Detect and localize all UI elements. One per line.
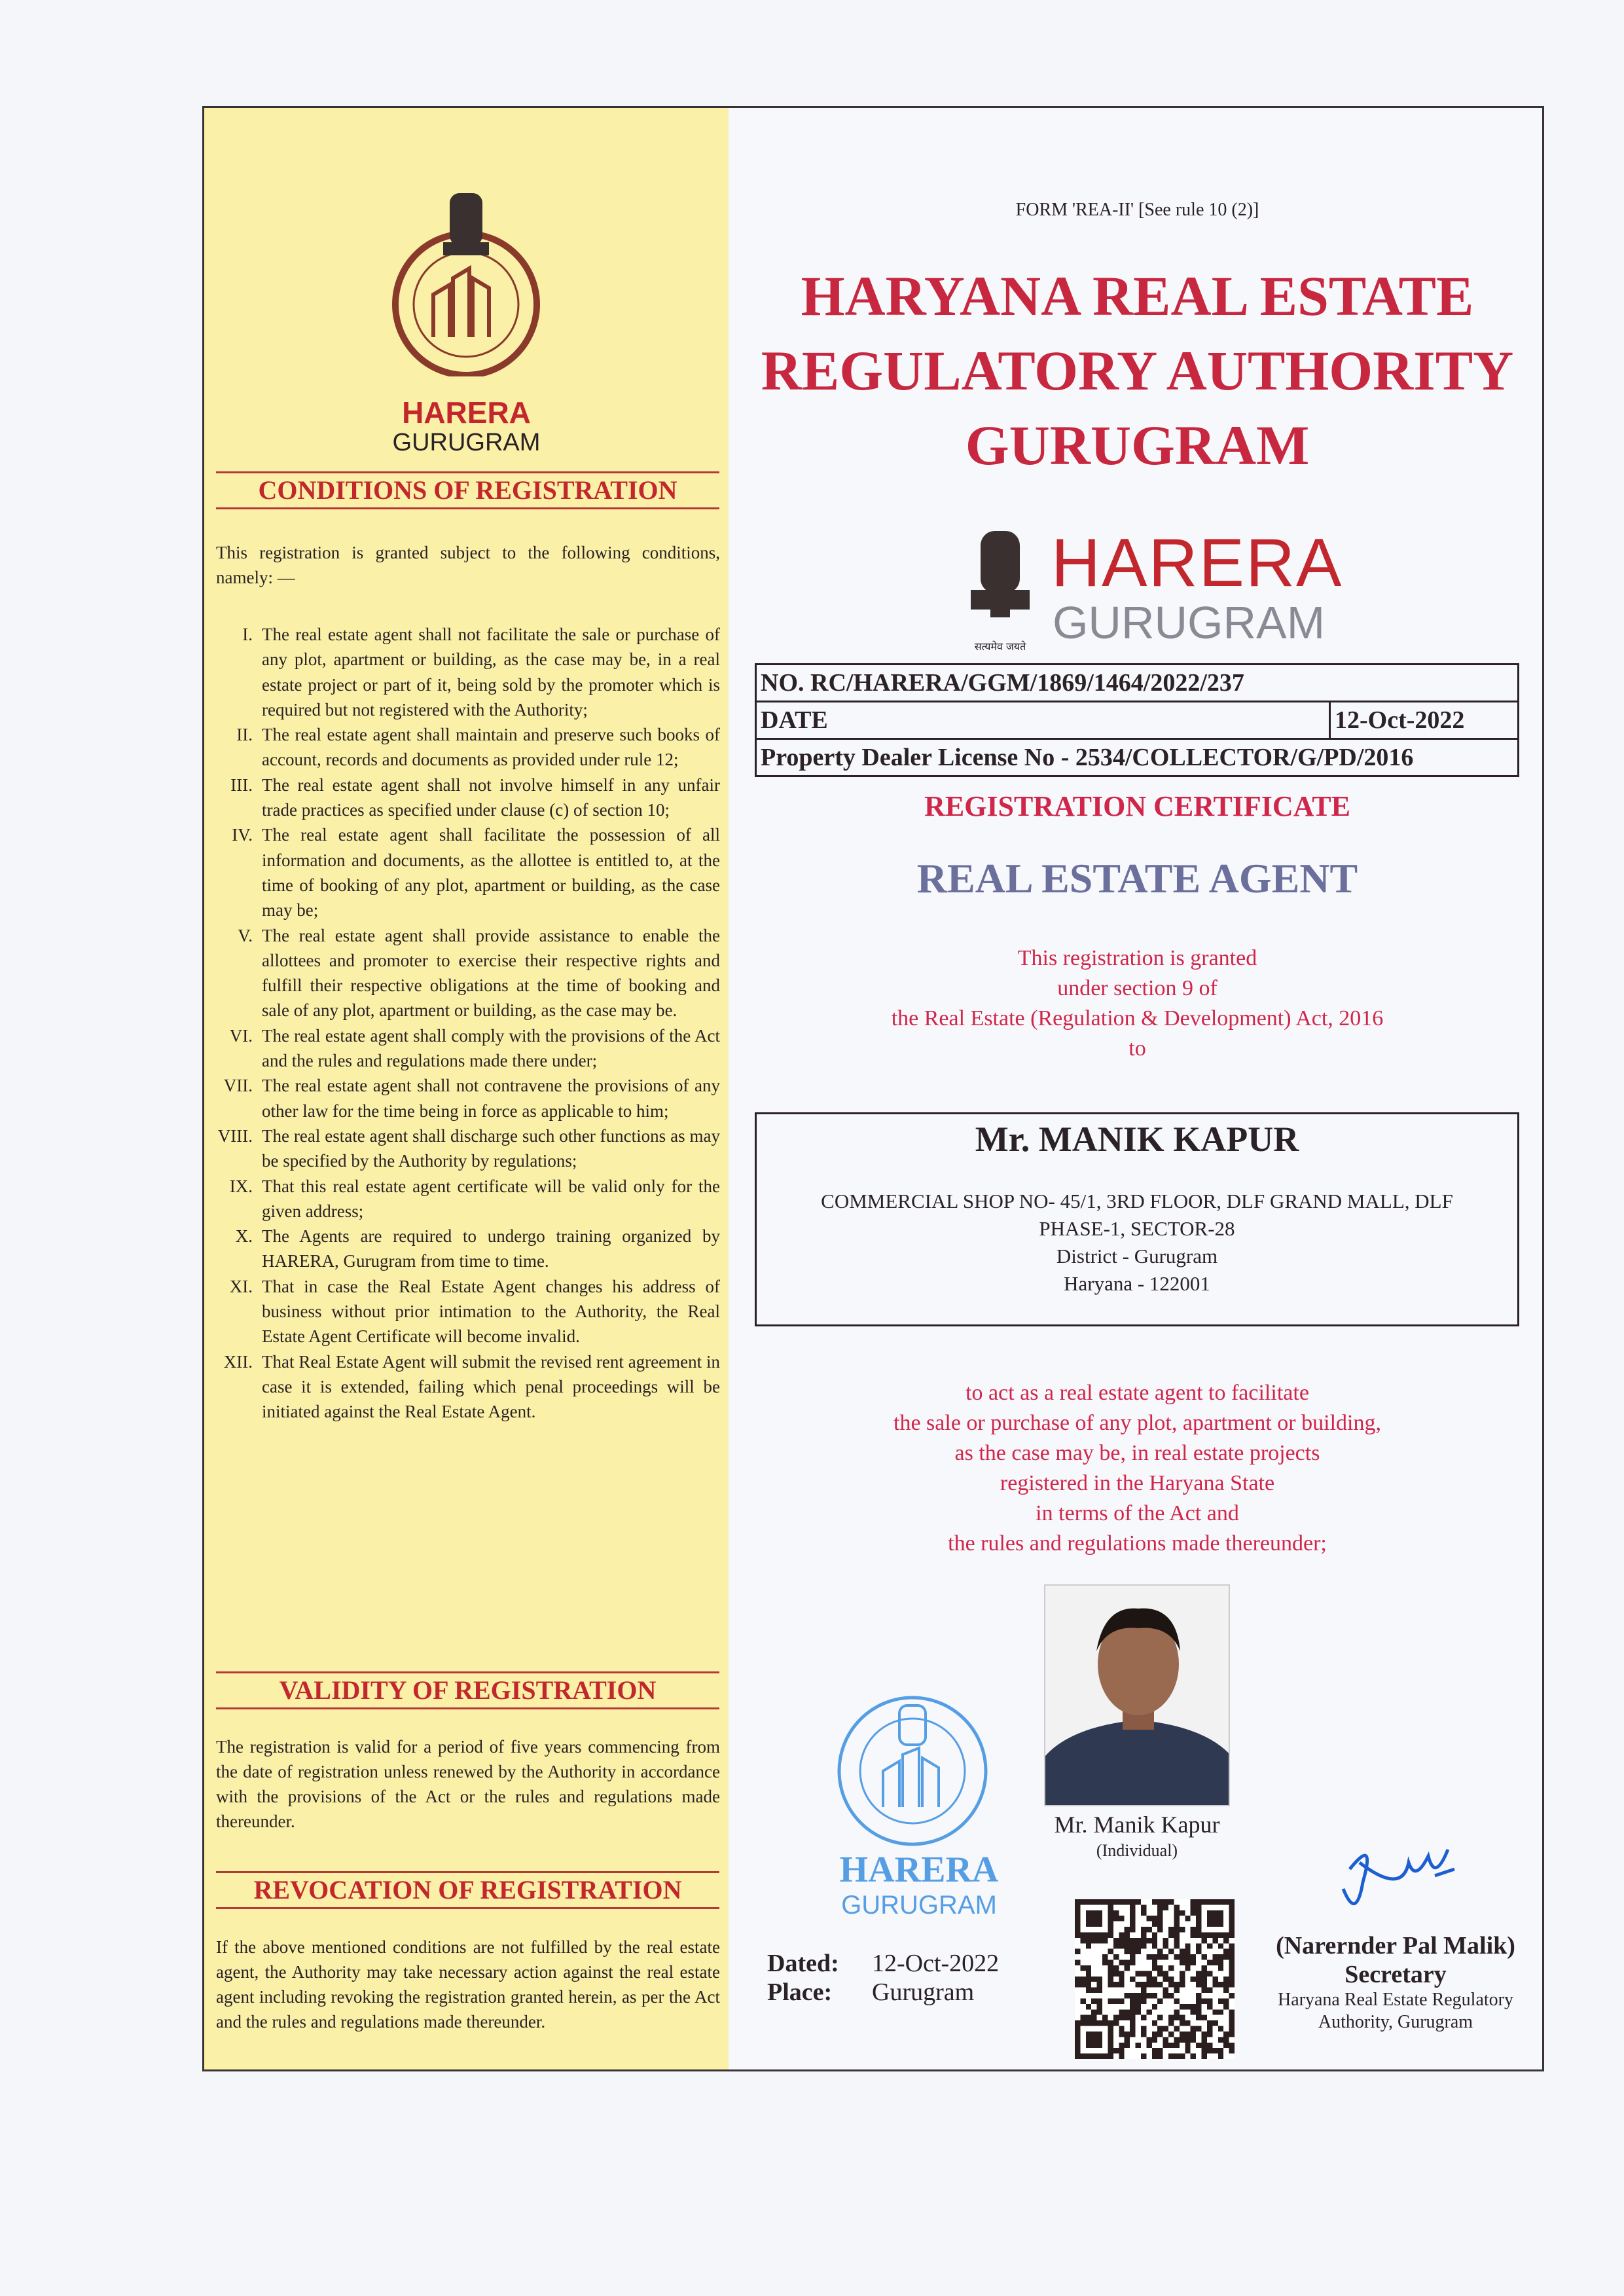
condition-text: The real estate agent shall maintain and preserve such books of account, records and documents as provided under rule 12; xyxy=(262,725,720,770)
condition-number: IX. xyxy=(229,1176,253,1196)
address-line: PHASE-1, SECTOR-28 xyxy=(1039,1217,1235,1240)
dated-value: 12-Oct-2022 xyxy=(872,1950,1000,1977)
signatory-name: (Narernder Pal Malik) xyxy=(1276,1932,1515,1959)
granted-statement xyxy=(729,943,1546,1064)
title-line: REGULATORY AUTHORITY xyxy=(761,339,1514,402)
certificate-type: REAL ESTATE AGENT xyxy=(916,855,1358,902)
condition-number: II. xyxy=(236,725,253,745)
condition-text: That Real Estate Agent will submit the revised rent agreement in case it is extended, failing which penal proceedings will be initiated against the Real Estate Agent. xyxy=(262,1351,720,1422)
agent-details-box xyxy=(755,1112,1519,1326)
signatory-org: Authority, Gurugram xyxy=(1318,2012,1473,2032)
logo-sub: GURUGRAM xyxy=(392,429,541,456)
photo-name: Mr. Manik Kapur xyxy=(1054,1812,1220,1838)
emblem-motto: सत्यमेव जयते xyxy=(974,640,1026,653)
condition-number: XI. xyxy=(229,1276,253,1296)
condition-text: The Agents are required to undergo training organized by HARERA, Gurugram from time to time. xyxy=(262,1226,720,1271)
conditions-panel xyxy=(204,108,729,2069)
address-line: District - Gurugram xyxy=(1056,1245,1218,1267)
condition-item xyxy=(204,722,720,773)
dealer-license: Property Dealer License No - 2534/COLLECTOR/G/PD/2016 xyxy=(756,739,1519,776)
condition-item xyxy=(204,773,720,823)
title-line: GURUGRAM xyxy=(965,414,1310,477)
harera-logo-text xyxy=(1051,525,1343,648)
granted-line: the Real Estate (Regulation & Development) Act, 2016 xyxy=(891,1006,1384,1030)
seal-sub: GURUGRAM xyxy=(841,1891,997,1920)
purpose-line: registered in the Haryana State xyxy=(1000,1471,1275,1495)
condition-number: I. xyxy=(242,625,253,644)
photo-caption xyxy=(1009,1810,1265,1863)
validity-heading: VALIDITY OF REGISTRATION xyxy=(216,1671,719,1709)
condition-number: X. xyxy=(235,1226,253,1247)
condition-text: The real estate agent shall not facilitate the sale or purchase of any plot, apartment or building, as the case may be, in a real estate project or part of it, being sold by the promoter which is required but not registered with the Authority; xyxy=(262,625,720,720)
place-label: Place: xyxy=(767,1978,833,2006)
left-logo-text xyxy=(204,396,729,456)
condition-text: The real estate agent shall comply with the provisions of the Act and the rules and regulations made there under; xyxy=(262,1025,720,1071)
condition-number: III. xyxy=(230,774,253,795)
condition-number: VII. xyxy=(223,1076,253,1096)
national-emblem-icon xyxy=(954,524,1046,655)
signature xyxy=(1324,1823,1494,1928)
condition-text: The real estate agent shall facilitate the possession of all information and documents, as the allottee is entitled to, at the time of booking of any plot, apartment or building, as the case may be; xyxy=(262,825,720,920)
condition-item xyxy=(204,622,720,722)
conditions-intro: This registration is granted subject to the following conditions, namely: — xyxy=(216,543,720,587)
harera-emblem-logo xyxy=(371,180,561,376)
purpose-line: to act as a real estate agent to facilitate xyxy=(965,1381,1309,1405)
revocation-heading: REVOCATION OF REGISTRATION xyxy=(216,1871,719,1909)
condition-number: V. xyxy=(238,925,253,945)
certificate-title: REGISTRATION CERTIFICATE xyxy=(924,790,1350,822)
registration-number: NO. RC/HARERA/GGM/1869/1464/2022/237 xyxy=(756,665,1519,702)
agent-address xyxy=(757,1188,1517,1298)
agent-name: Mr. MANIK KAPUR xyxy=(975,1120,1299,1159)
condition-number: VI. xyxy=(229,1025,253,1046)
logo-brand: HARERA xyxy=(1051,525,1343,601)
condition-number: VIII. xyxy=(217,1125,253,1146)
dated-label: Dated: xyxy=(767,1950,839,1977)
authority-title xyxy=(729,259,1546,483)
condition-text: The real estate agent shall provide assistance to enable the allottees and promoter to exercise their respective rights and fulfill their respective obligations at the time of booking and sale of any plot, apartment or building, as the case may be. xyxy=(262,925,720,1021)
condition-item xyxy=(204,1123,720,1174)
form-reference: FORM 'REA-II' [See rule 10 (2)] xyxy=(1015,200,1259,220)
condition-item xyxy=(204,1349,720,1425)
condition-number: XII. xyxy=(223,1351,253,1372)
purpose-line: the rules and regulations made thereunder; xyxy=(948,1531,1327,1556)
condition-item xyxy=(204,923,720,1023)
condition-text: That in case the Real Estate Agent changes his address of business without prior intimation to the Authority, the Real Estate Agent Certificate will become invalid. xyxy=(262,1276,720,1347)
date-value: 12-Oct-2022 xyxy=(1330,702,1519,739)
purpose-line: as the case may be, in real estate projects xyxy=(954,1441,1320,1465)
authority-seal-stamp xyxy=(837,1692,1001,1935)
conditions-list xyxy=(204,622,720,1425)
signatory-title: Secretary xyxy=(1344,1961,1447,1988)
conditions-heading: CONDITIONS OF REGISTRATION xyxy=(216,471,719,509)
condition-text: That this real estate agent certificate will be valid only for the given address; xyxy=(262,1176,720,1221)
condition-item xyxy=(204,1274,720,1349)
purpose-line: in terms of the Act and xyxy=(1036,1501,1239,1525)
dated-place xyxy=(767,1949,999,2007)
purpose-line: the sale or purchase of any plot, apartment or building, xyxy=(893,1411,1381,1435)
condition-text: The real estate agent shall discharge such other functions as may be specified by the Authority by regulations; xyxy=(262,1125,720,1171)
qr-code[interactable] xyxy=(1075,1899,1235,2059)
photo-type: (Individual) xyxy=(1096,1841,1178,1860)
granted-line: This registration is granted xyxy=(1017,946,1257,970)
purpose-statement xyxy=(729,1378,1546,1559)
granted-line: under section 9 of xyxy=(1057,976,1218,1000)
condition-item xyxy=(204,822,720,922)
signatory-org: Haryana Real Estate Regulatory xyxy=(1278,1990,1513,2010)
registration-details-table xyxy=(755,663,1519,777)
logo-brand: HARERA xyxy=(402,395,531,429)
condition-item xyxy=(204,1023,720,1074)
condition-item xyxy=(204,1073,720,1123)
seal-brand: HARERA xyxy=(839,1850,999,1890)
title-line: HARYANA REAL ESTATE xyxy=(801,264,1474,327)
granted-line: to xyxy=(1128,1036,1146,1061)
logo-sub: GURUGRAM xyxy=(1052,597,1326,648)
condition-item xyxy=(204,1224,720,1274)
signatory-block xyxy=(1252,1931,1540,2033)
validity-text: The registration is valid for a period of five years commencing from the date of registration unless renewed by the Authority in accordance with the provisions of the Act or the rules and regulations made thereunder. xyxy=(216,1737,720,1831)
condition-number: IV. xyxy=(232,825,253,845)
agent-photo xyxy=(1044,1584,1230,1806)
certificate-frame xyxy=(202,106,1544,2071)
address-line: Haryana - 122001 xyxy=(1064,1272,1210,1295)
date-label: DATE xyxy=(756,702,1330,739)
revocation-text: If the above mentioned conditions are not fulfilled by the real estate agent, the Authority may take necessary action against the real estate agent including revoking the registration granted herein, as per the Act and the rules and regulations made thereunder. xyxy=(216,1937,720,2032)
condition-text: The real estate agent shall not involve himself in any unfair trade practices as specified under clause (c) of section 10; xyxy=(262,774,720,820)
condition-item xyxy=(204,1174,720,1224)
place-value: Gurugram xyxy=(872,1978,975,2006)
condition-text: The real estate agent shall not contravene the provisions of any other law for the time being in force as applicable to him; xyxy=(262,1076,720,1121)
address-line: COMMERCIAL SHOP NO- 45/1, 3RD FLOOR, DLF GRAND MALL, DLF xyxy=(821,1190,1453,1212)
